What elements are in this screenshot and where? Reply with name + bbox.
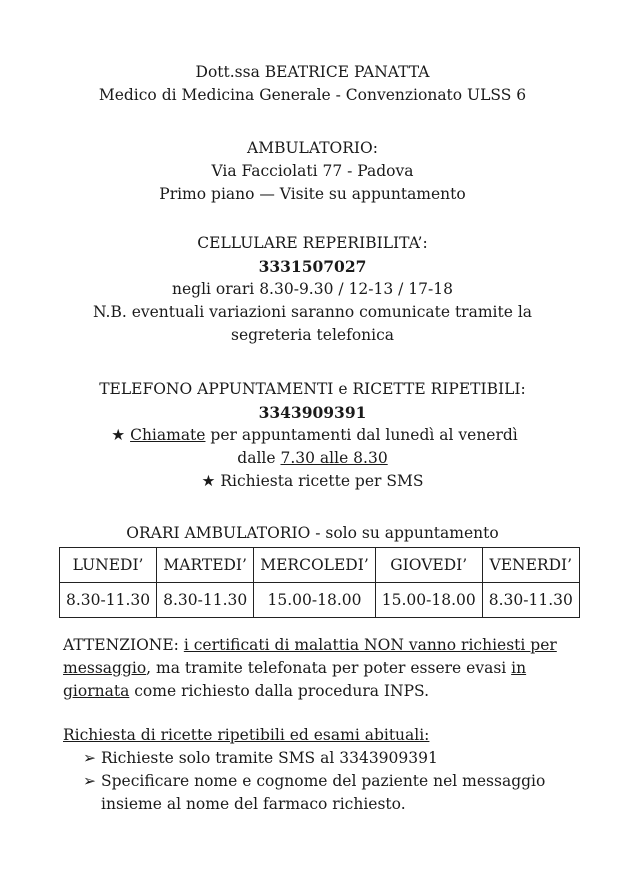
day-cell: MARTEDI’ (157, 548, 254, 583)
list-item (63, 770, 563, 816)
attenzione-underlined-1: i certificati di malattia NON vanno richiesti per messaggio (63, 636, 557, 677)
day-cell: VENERDI’ (482, 548, 579, 583)
arrow-bullet-icon: ➢ (83, 749, 96, 767)
day-cell: LUNEDI’ (60, 548, 157, 583)
day-cell: GIOVEDI’ (375, 548, 482, 583)
appuntamenti-title: TELEFONO APPUNTAMENTI e RICETTE RIPETIBILI: (99, 380, 526, 398)
attenzione-label: ATTENZIONE: (63, 636, 184, 654)
orari-table (59, 547, 580, 618)
time-range: 7.30 alle 8.30 (280, 449, 388, 467)
table-row (60, 548, 580, 583)
time-prefix: dalle (237, 449, 281, 467)
reperibilita-title: CELLULARE REPERIBILITA’: (197, 234, 428, 252)
ricette-section (63, 724, 563, 816)
time-cell: 15.00-18.00 (375, 583, 482, 618)
time-cell: 8.30-11.30 (60, 583, 157, 618)
arrow-bullet-icon: ➢ (83, 772, 96, 790)
appuntamenti-call-line (0, 424, 625, 447)
appuntamenti-sms-line (0, 470, 625, 493)
appuntamenti-section (0, 378, 625, 493)
chiamate-link: Chiamate (130, 426, 206, 444)
time-cell: 8.30-11.30 (482, 583, 579, 618)
attenzione-text-2: , ma tramite telefonata per poter essere evasi (146, 659, 512, 677)
sms-text: Richiesta ricette per SMS (215, 472, 424, 490)
doctor-header (0, 61, 625, 107)
doctor-name: Dott.ssa BEATRICE PANATTA (195, 63, 430, 81)
ambulatorio-section (0, 137, 625, 206)
reperibilita-nb-line2: segreteria telefonica (230, 326, 395, 344)
appuntamenti-time-line (0, 447, 625, 470)
ambulatorio-title: AMBULATORIO: (247, 139, 378, 157)
day-cell: MERCOLEDI’ (254, 548, 376, 583)
ricette-list (63, 747, 563, 816)
call-rest-text: per appuntamenti dal lunedì al venerdì (205, 426, 518, 444)
time-cell: 15.00-18.00 (254, 583, 376, 618)
appuntamenti-phone: 3343909391 (258, 403, 367, 422)
list-item-text: Specificare nome e cognome del paziente nel messaggio insieme al nome del farmaco richiesto. (101, 772, 546, 813)
attenzione-paragraph (63, 634, 563, 703)
ambulatorio-address: Via Facciolati 77 - Padova (211, 162, 414, 180)
attenzione-text-3: come richiesto dalla procedura INPS. (129, 682, 430, 700)
doctor-role: Medico di Medicina Generale - Convenzionato ULSS 6 (98, 86, 527, 104)
reperibilita-hours: negli orari 8.30-9.30 / 12-13 / 17-18 (172, 280, 453, 298)
orari-title: ORARI AMBULATORIO - solo su appuntamento (126, 524, 499, 542)
ambulatorio-note: Primo piano — Visite su appuntamento (159, 185, 466, 203)
list-item-text: Richieste solo tramite SMS al 3343909391 (101, 749, 438, 767)
reperibilita-phone: 3331507027 (258, 257, 367, 276)
list-item (63, 747, 563, 770)
star-icon: ★ (111, 426, 126, 444)
star-icon: ★ (201, 472, 216, 490)
table-row (60, 583, 580, 618)
ricette-title: Richiesta di ricette ripetibili ed esami abituali: (63, 726, 430, 744)
reperibilita-nb-line1: N.B. eventuali variazioni saranno comunicate tramite la (92, 303, 533, 321)
reperibilita-section (0, 232, 625, 347)
attenzione-underlined-2: in giornata (63, 659, 527, 700)
time-cell: 8.30-11.30 (157, 583, 254, 618)
